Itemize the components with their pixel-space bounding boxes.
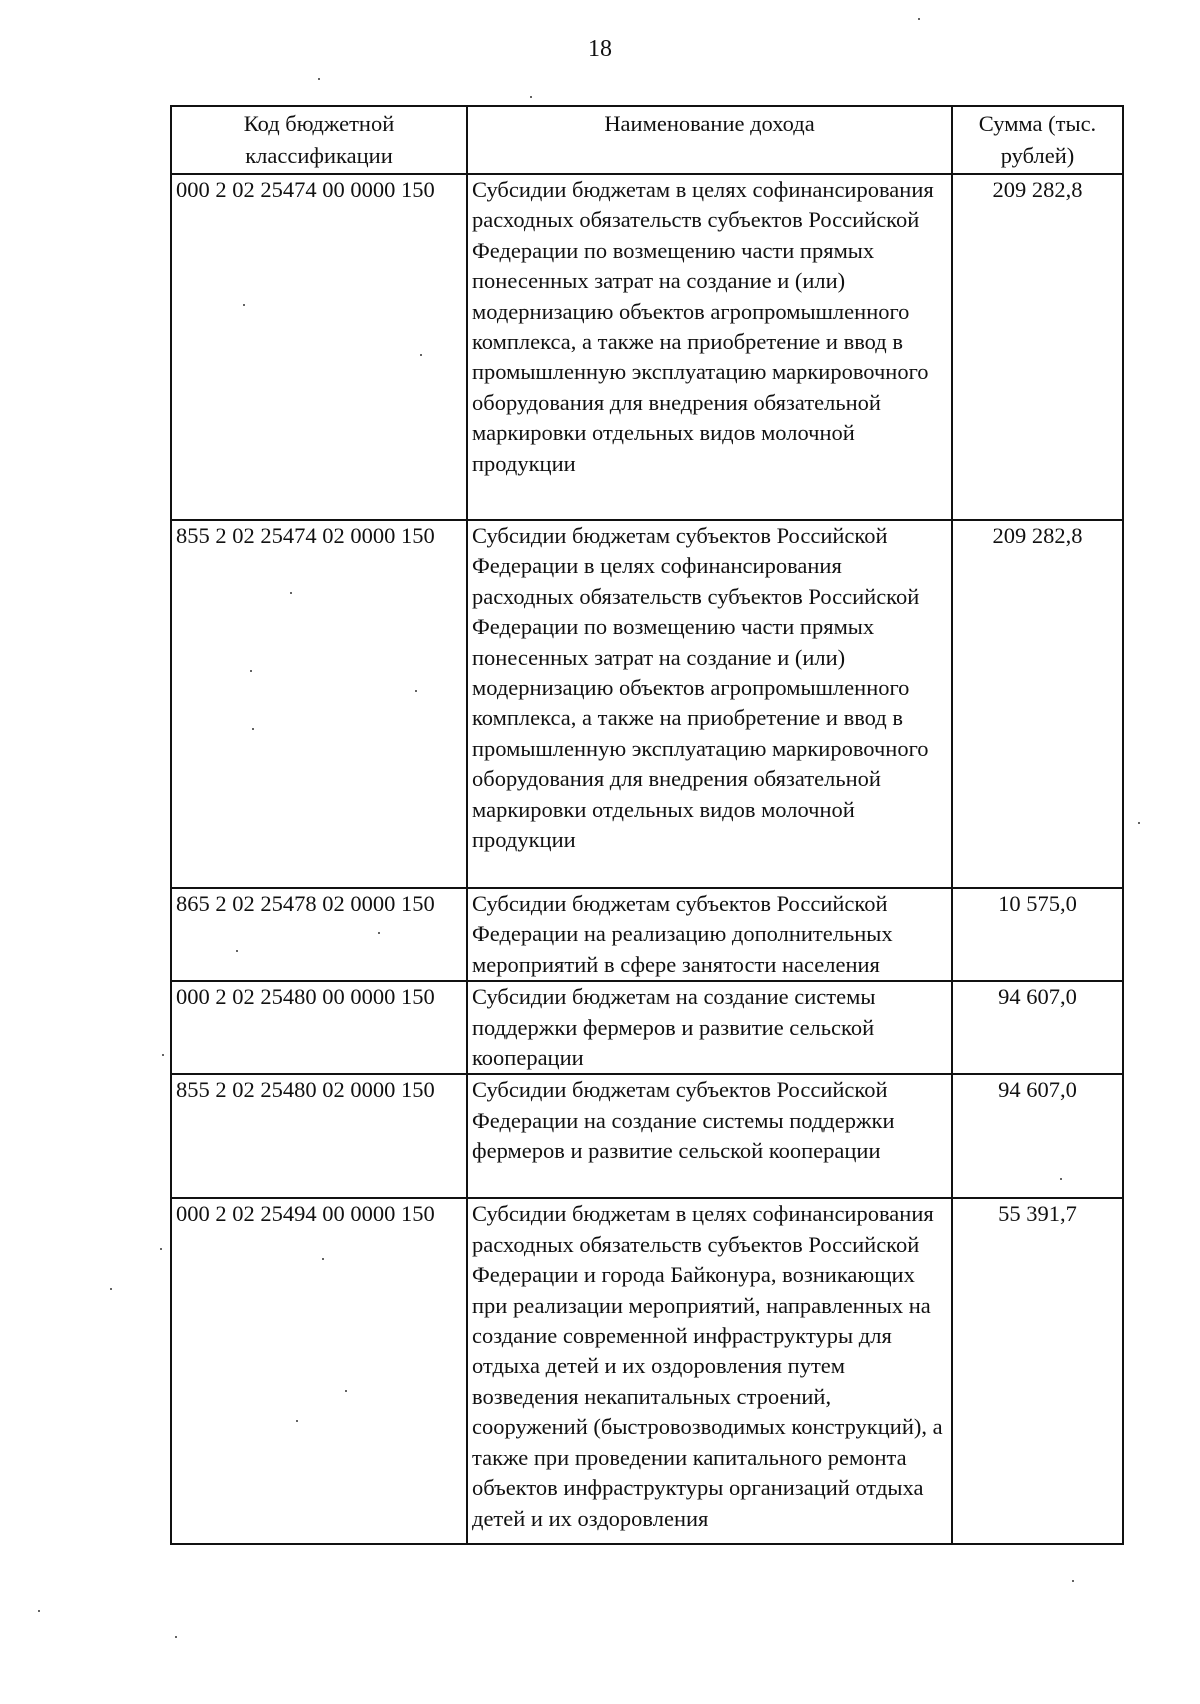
- scan-speck: [110, 1288, 112, 1290]
- scan-speck: [345, 1390, 347, 1392]
- scan-speck: [252, 728, 254, 730]
- scan-speck: [415, 690, 417, 692]
- scan-speck: [1060, 1178, 1062, 1180]
- table-row: [171, 1074, 1123, 1198]
- scan-speck: [243, 304, 245, 306]
- table-header: [171, 106, 1123, 174]
- row-code: 855 2 02 25474 02 0000 150: [171, 520, 467, 888]
- scan-speck: [38, 1610, 40, 1612]
- scan-speck: [1138, 822, 1140, 824]
- table-row: [171, 888, 1123, 981]
- table-body: [171, 174, 1123, 1544]
- row-code: 000 2 02 25494 00 0000 150: [171, 1198, 467, 1544]
- row-amount: 209 282,8: [952, 520, 1123, 888]
- row-name: Субсидии бюджетам субъектов Российской Федерации на создание системы поддержки фермеров и развитие сельской кооперации: [467, 1074, 952, 1198]
- table-row: [171, 520, 1123, 888]
- row-name: Субсидии бюджетам субъектов Российской Федерации на реализацию дополнительных мероприятий в сфере занятости населения: [467, 888, 952, 981]
- scan-speck: [296, 1420, 298, 1422]
- row-code: 865 2 02 25478 02 0000 150: [171, 888, 467, 981]
- table-row: [171, 1198, 1123, 1544]
- row-amount: 94 607,0: [952, 1074, 1123, 1198]
- header-code: Код бюджетной классификации: [171, 106, 467, 174]
- scan-speck: [175, 1636, 177, 1638]
- row-amount: 94 607,0: [952, 981, 1123, 1074]
- row-name: Субсидии бюджетам в целях софинансирования расходных обязательств субъектов Российской Федерации и города Байконура, возникающих при реализации мероприятий, направленных на создание современной инфраструктуры для отдыха детей и их оздоровления путем возведения некапитальных строений, сооружений (быстровозводимых конструкций), а также при проведении капитального ремонта объектов инфраструктуры организаций отдыха детей и их оздоровления: [467, 1198, 952, 1544]
- header-row: [171, 106, 1123, 174]
- scan-speck: [318, 78, 320, 80]
- scan-speck: [530, 96, 532, 98]
- scan-speck: [918, 18, 920, 20]
- scan-speck: [162, 1054, 164, 1056]
- scan-speck: [420, 354, 422, 356]
- row-code: 000 2 02 25480 00 0000 150: [171, 981, 467, 1074]
- row-code: 855 2 02 25480 02 0000 150: [171, 1074, 467, 1198]
- scan-speck: [250, 670, 252, 672]
- row-name: Субсидии бюджетам в целях софинансирования расходных обязательств субъектов Российской Федерации по возмещению части прямых понесенных затрат на создание и (или) модернизацию объектов агропромышленного комплекса, а также на приобретение и ввод в промышленную эксплуатацию маркировочного оборудования для внедрения обязательной маркировки отдельных видов молочной продукции: [467, 174, 952, 520]
- scan-speck: [290, 592, 292, 594]
- row-code: 000 2 02 25474 00 0000 150: [171, 174, 467, 520]
- scan-speck: [322, 1258, 324, 1260]
- scan-speck: [378, 932, 380, 934]
- scan-speck: [236, 950, 238, 952]
- header-amount: Сумма (тыс. рублей): [952, 106, 1123, 174]
- row-amount: 209 282,8: [952, 174, 1123, 520]
- table-row: [171, 174, 1123, 520]
- row-name: Субсидии бюджетам на создание системы поддержки фермеров и развитие сельской кооперации: [467, 981, 952, 1074]
- row-amount: 55 391,7: [952, 1198, 1123, 1544]
- revenue-table: [170, 105, 1124, 1545]
- table-row: [171, 981, 1123, 1074]
- header-name: Наименование дохода: [467, 106, 952, 174]
- row-name: Субсидии бюджетам субъектов Российской Федерации в целях софинансирования расходных обязательств субъектов Российской Федерации по возмещению части прямых понесенных затрат на создание и (или) модернизацию объектов агропромышленного комплекса, а также на приобретение и ввод в промышленную эксплуатацию маркировочного оборудования для внедрения обязательной маркировки отдельных видов молочной продукции: [467, 520, 952, 888]
- scan-speck: [160, 1248, 162, 1250]
- scan-speck: [1072, 1580, 1074, 1582]
- row-amount: 10 575,0: [952, 888, 1123, 981]
- page-number: 18: [588, 36, 612, 62]
